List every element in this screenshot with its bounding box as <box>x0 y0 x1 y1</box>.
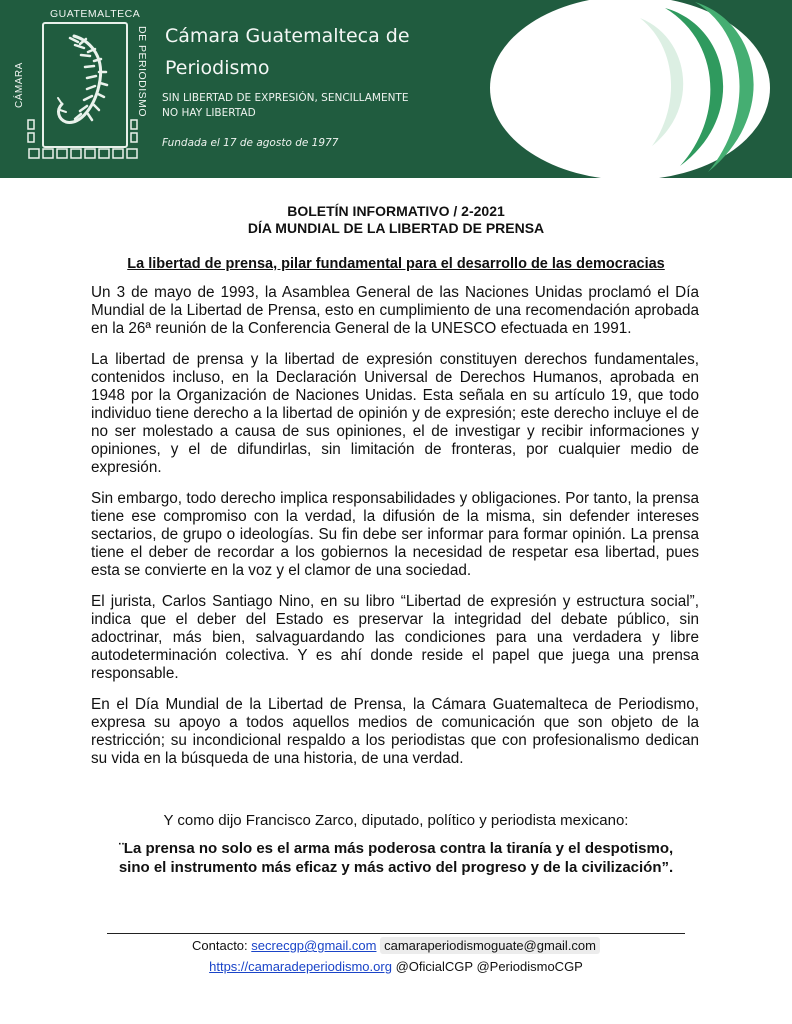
organization-name <box>165 20 465 84</box>
logo-base-blocks-icon <box>26 146 144 162</box>
paragraph: En el Día Mundial de la Libertad de Prensa, la Cámara Guatemalteca de Periodismo, expresa su apoyo a todos aquellos medios de comunicación que son objeto de la restricción; su incondicional respaldo a los periodistas que con profesionalismo dedican su vida en la búsqueda de una historia, de una verdad. <box>91 696 699 767</box>
contact-label: Contacto: <box>192 938 248 953</box>
decorative-swoosh-icon <box>480 0 792 178</box>
motto-line1: SIN LIBERTAD DE EXPRESIÓN, SENCILLAMENTE <box>162 92 409 104</box>
footer-social <box>0 959 792 974</box>
org-name-line1: Cámara Guatemalteca de <box>165 25 410 47</box>
motto <box>162 91 432 121</box>
article-subtitle: La libertad de prensa, pilar fundamental para el desarrollo de las democracias <box>127 256 665 272</box>
email-link-secrecgp[interactable]: secrecgp@gmail.com <box>251 938 377 953</box>
bulletin-title <box>0 203 792 237</box>
paragraph: El jurista, Carlos Santiago Nino, en su libro “Libertad de expresión y estructura social”, indica que el deber del Estado es preservar la integridad del debate público, sin adoctrinar, más bien, salvaguardando las condiciones para una verdadera y libre autodeterminación colectiva. Y es ahí donde reside el papel que juega una prensa responsable. <box>91 593 699 682</box>
logo-bracket-right-icon <box>128 118 140 146</box>
bulletin-title-line2: DÍA MUNDIAL DE LA LIBERTAD DE PRENSA <box>247 220 545 236</box>
website-link[interactable]: https://camaradeperiodismo.org <box>209 959 392 974</box>
quote-line2: sino el instrumento más eficaz y más activo del progreso y de la civilización”. <box>118 859 674 876</box>
quote <box>0 839 792 877</box>
quote-line1: ¨La prensa no solo es el arma más poderosa contra la tiranía y el despotismo, <box>118 840 674 857</box>
handle-oficialcgp: @OficialCGP <box>395 959 473 974</box>
header-banner <box>0 0 792 178</box>
org-name-line2: Periodismo <box>165 57 270 79</box>
handle-periodismocgp: @PeriodismoCGP <box>476 959 583 974</box>
founded-date: Fundada el 17 de agosto de 1977 <box>162 137 339 149</box>
motto-line2: NO HAY LIBERTAD <box>162 107 256 119</box>
footer-contact <box>0 938 792 953</box>
logo-bracket-left-icon <box>26 118 38 146</box>
quill-emblem-icon <box>44 26 126 142</box>
footer-divider <box>107 933 685 934</box>
quote-intro: Y como dijo Francisco Zarco, diputado, político y periodista mexicano: <box>163 812 629 829</box>
logo-top-text: GUATEMALTECA <box>50 8 141 20</box>
article-body <box>91 284 699 781</box>
logo-right-text: DE PERIODISMO <box>136 26 148 118</box>
paragraph: Un 3 de mayo de 1993, la Asamblea General de las Naciones Unidas proclamó el Día Mundial de la Libertad de Prensa, esto en cumplimiento de una recomendación aprobada en la 26ª reunión de la Conferencia General de la UNESCO efectuada en 1991. <box>91 284 699 337</box>
paragraph: La libertad de prensa y la libertad de expresión constituyen derechos fundamentales, contenidos incluso, en la Declaración Universal de Derechos Humanos, aprobada en 1948 por la Organización de Naciones Unidas. Esta señala en su artículo 19, que todo individuo tiene derecho a la libertad de opinión y de expresión; este derecho incluye el de no ser molestado a causa de sus opiniones, el de investigar y recibir informaciones y opiniones, y el de difundirlas, sin limitación de fronteras, por cualquier medio de expresión. <box>91 351 699 476</box>
paragraph: Sin embargo, todo derecho implica responsabilidades y obligaciones. Por tanto, la prensa tiene ese compromiso con la verdad, la difusión de la misma, sin defender intereses sectarios, de grupo o ideologías. Su fin debe ser informar para formar opinión. La prensa tiene el deber de recordar a los gobiernos la necesidad de respetar esa libertad, pues esta se convierte en la voz y el clamor de una sociedad. <box>91 490 699 579</box>
bulletin-title-line1: BOLETÍN INFORMATIVO / 2-2021 <box>287 203 505 219</box>
logo-left-text: CÁMARA <box>14 62 25 108</box>
email-camaraperiodismoguate[interactable]: camaraperiodismoguate@gmail.com <box>380 937 600 954</box>
